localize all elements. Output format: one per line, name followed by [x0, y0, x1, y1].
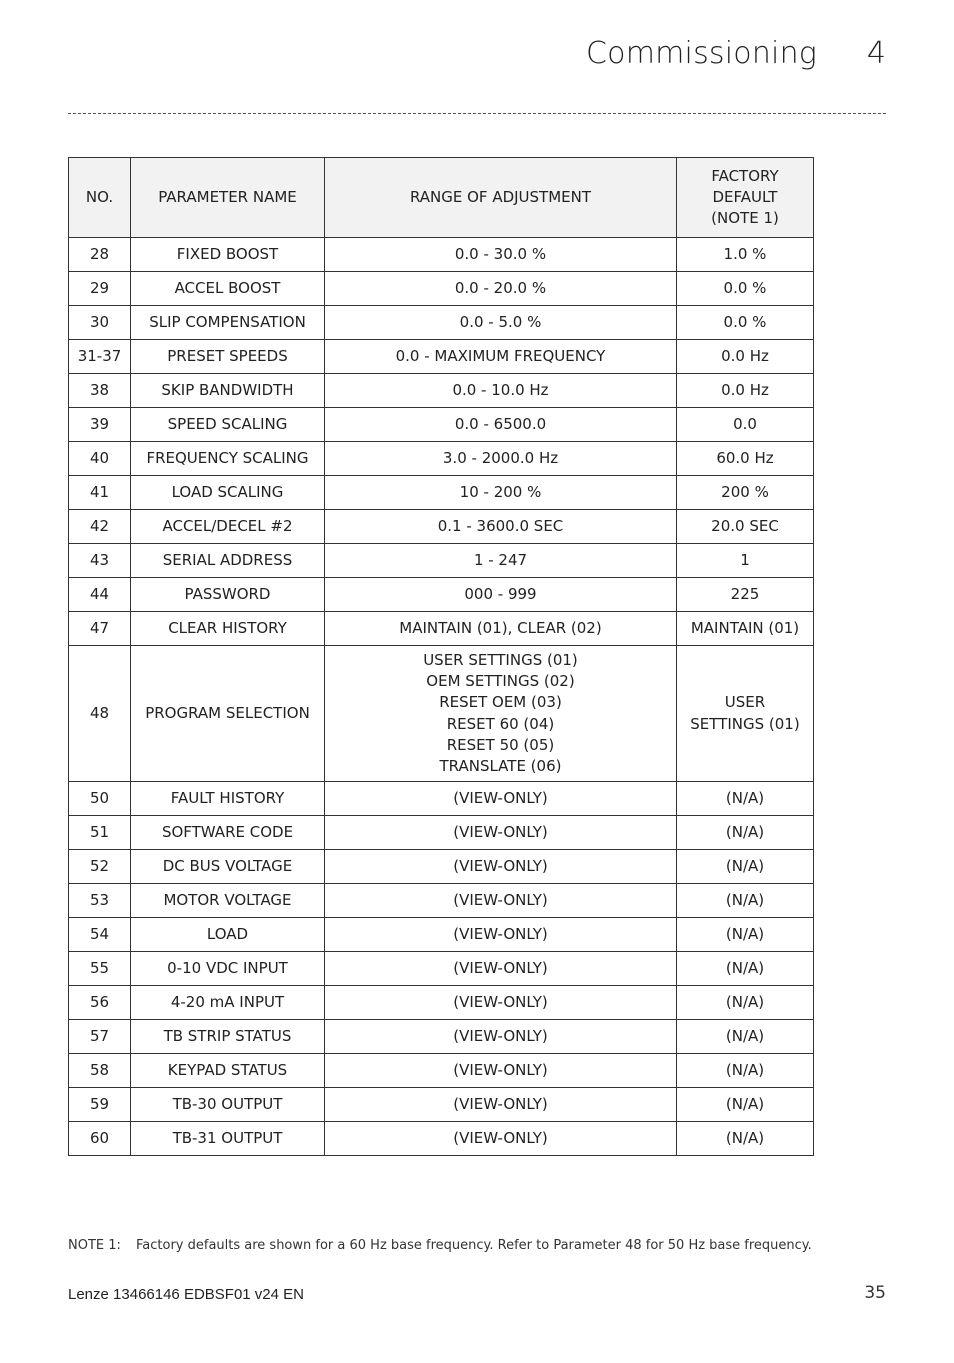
param-number: 58 — [69, 1054, 131, 1088]
range-line: RESET 60 (04) — [446, 714, 555, 733]
param-number: 54 — [69, 918, 131, 952]
param-range — [325, 340, 677, 374]
param-name: TB-31 OUTPUT — [131, 1122, 325, 1156]
param-range — [325, 510, 677, 544]
default-line: 1 — [740, 550, 750, 569]
default-line: 225 — [730, 584, 760, 603]
param-number: 50 — [69, 782, 131, 816]
param-default — [677, 1122, 814, 1156]
param-number: 56 — [69, 986, 131, 1020]
range-line: (VIEW-ONLY) — [453, 788, 548, 807]
param-range — [325, 1122, 677, 1156]
document-id: Lenze 13466146 EDBSF01 v24 EN — [68, 1286, 304, 1303]
column-header-factory-default — [677, 158, 814, 238]
footnote — [68, 1238, 812, 1253]
param-range — [325, 782, 677, 816]
param-number: 51 — [69, 816, 131, 850]
param-number: 47 — [69, 612, 131, 646]
param-name: FIXED BOOST — [131, 238, 325, 272]
footnote-label: NOTE 1: — [68, 1238, 121, 1253]
default-line: (N/A) — [725, 1026, 765, 1045]
param-range — [325, 442, 677, 476]
table-row — [69, 442, 814, 476]
param-name: MOTOR VOLTAGE — [131, 884, 325, 918]
default-line: 0.0 % — [723, 312, 767, 331]
default-line: (N/A) — [725, 856, 765, 875]
param-number: 59 — [69, 1088, 131, 1122]
footnote-text: Factory defaults are shown for a 60 Hz base frequency. Refer to Parameter 48 for 50 Hz base frequency. — [136, 1238, 812, 1253]
table-row — [69, 408, 814, 442]
range-line: (VIEW-ONLY) — [453, 992, 548, 1011]
param-default — [677, 1088, 814, 1122]
param-default — [677, 1054, 814, 1088]
default-line: 0.0 Hz — [721, 346, 769, 365]
param-range — [325, 1054, 677, 1088]
default-line: 20.0 SEC — [711, 516, 779, 535]
table-row — [69, 476, 814, 510]
default-line: 200 % — [721, 482, 769, 501]
param-name: 0-10 VDC INPUT — [131, 952, 325, 986]
param-name: FAULT HISTORY — [131, 782, 325, 816]
param-range — [325, 1020, 677, 1054]
page-title: Commissioning — [586, 36, 817, 71]
param-number: 52 — [69, 850, 131, 884]
param-range — [325, 986, 677, 1020]
table-row — [69, 510, 814, 544]
range-line: RESET 50 (05) — [446, 735, 555, 754]
param-name: DC BUS VOLTAGE — [131, 850, 325, 884]
param-default — [677, 646, 814, 782]
table-row — [69, 1122, 814, 1156]
range-line: 0.0 - 30.0 % — [454, 244, 547, 263]
table-row — [69, 816, 814, 850]
range-line: USER SETTINGS (01) — [423, 650, 578, 669]
table-row — [69, 782, 814, 816]
param-range — [325, 612, 677, 646]
param-range — [325, 238, 677, 272]
column-header-range: RANGE OF ADJUSTMENT — [325, 158, 677, 238]
range-line: 0.0 - MAXIMUM FREQUENCY — [395, 346, 606, 365]
param-range — [325, 952, 677, 986]
param-range — [325, 884, 677, 918]
param-range — [325, 816, 677, 850]
range-line: (VIEW-ONLY) — [453, 890, 548, 909]
table-body — [69, 238, 814, 1156]
default-line: 0.0 % — [723, 278, 767, 297]
param-number: 42 — [69, 510, 131, 544]
param-name: PRESET SPEEDS — [131, 340, 325, 374]
default-line: USER — [724, 693, 766, 712]
default-line: MAINTAIN (01) — [690, 618, 800, 637]
param-default — [677, 374, 814, 408]
column-header-parameter-name: PARAMETER NAME — [131, 158, 325, 238]
range-line: 0.0 - 5.0 % — [459, 312, 542, 331]
param-name: SLIP COMPENSATION — [131, 306, 325, 340]
default-line: (N/A) — [725, 1060, 765, 1079]
param-range — [325, 918, 677, 952]
param-name: PROGRAM SELECTION — [131, 646, 325, 782]
param-default — [677, 476, 814, 510]
param-name: TB STRIP STATUS — [131, 1020, 325, 1054]
table-row — [69, 918, 814, 952]
param-range — [325, 850, 677, 884]
param-range — [325, 306, 677, 340]
default-line: 0.0 — [733, 414, 757, 433]
param-number: 44 — [69, 578, 131, 612]
default-line: 0.0 Hz — [721, 380, 769, 399]
table-row — [69, 646, 814, 782]
param-number: 41 — [69, 476, 131, 510]
chapter-number: 4 — [866, 36, 886, 71]
param-name: 4-20 mA INPUT — [131, 986, 325, 1020]
param-default — [677, 578, 814, 612]
param-number: 55 — [69, 952, 131, 986]
default-line: (N/A) — [725, 1128, 765, 1147]
param-default — [677, 782, 814, 816]
default-line: 60.0 Hz — [716, 448, 774, 467]
param-number: 57 — [69, 1020, 131, 1054]
range-line: 10 - 200 % — [459, 482, 542, 501]
param-number: 28 — [69, 238, 131, 272]
range-line: TRANSLATE (06) — [439, 756, 562, 775]
param-name: CLEAR HISTORY — [131, 612, 325, 646]
table-row — [69, 340, 814, 374]
param-default — [677, 238, 814, 272]
table-row — [69, 612, 814, 646]
column-header-no: NO. — [69, 158, 131, 238]
table-row — [69, 1088, 814, 1122]
param-default — [677, 544, 814, 578]
default-line: (N/A) — [725, 788, 765, 807]
table-row — [69, 578, 814, 612]
range-line: (VIEW-ONLY) — [453, 856, 548, 875]
range-line: MAINTAIN (01), CLEAR (02) — [399, 618, 602, 637]
range-line: (VIEW-ONLY) — [453, 822, 548, 841]
default-line: (N/A) — [725, 958, 765, 977]
param-default — [677, 850, 814, 884]
param-name: FREQUENCY SCALING — [131, 442, 325, 476]
param-name: TB-30 OUTPUT — [131, 1088, 325, 1122]
param-number: 53 — [69, 884, 131, 918]
param-range — [325, 544, 677, 578]
param-default — [677, 510, 814, 544]
range-line: 0.0 - 10.0 Hz — [452, 380, 549, 399]
param-range — [325, 408, 677, 442]
header-divider — [68, 113, 886, 114]
param-range — [325, 1088, 677, 1122]
table-row — [69, 306, 814, 340]
param-default — [677, 918, 814, 952]
range-line: OEM SETTINGS (02) — [426, 672, 575, 691]
range-line: (VIEW-ONLY) — [453, 1060, 548, 1079]
param-default — [677, 408, 814, 442]
default-line: SETTINGS (01) — [690, 714, 800, 733]
range-line: (VIEW-ONLY) — [453, 1128, 548, 1147]
range-line: 0.0 - 6500.0 — [454, 414, 547, 433]
param-name: KEYPAD STATUS — [131, 1054, 325, 1088]
parameter-table — [68, 157, 814, 1156]
table-row — [69, 544, 814, 578]
param-number: 60 — [69, 1122, 131, 1156]
param-default — [677, 1020, 814, 1054]
table-header-row — [69, 158, 814, 238]
param-number: 38 — [69, 374, 131, 408]
param-name: PASSWORD — [131, 578, 325, 612]
param-range — [325, 578, 677, 612]
table-row — [69, 952, 814, 986]
range-line: 3.0 - 2000.0 Hz — [442, 448, 559, 467]
param-default — [677, 340, 814, 374]
range-line: (VIEW-ONLY) — [453, 1026, 548, 1045]
range-line: RESET OEM (03) — [439, 693, 562, 712]
param-default — [677, 272, 814, 306]
param-default — [677, 442, 814, 476]
param-number: 31-37 — [69, 340, 131, 374]
default-line: (N/A) — [725, 890, 765, 909]
page-number: 35 — [864, 1283, 886, 1303]
param-default — [677, 884, 814, 918]
column-header-line: (NOTE 1) — [711, 209, 779, 228]
table-row — [69, 1054, 814, 1088]
param-name: LOAD SCALING — [131, 476, 325, 510]
range-line: 0.0 - 20.0 % — [454, 278, 547, 297]
param-range — [325, 374, 677, 408]
param-number: 30 — [69, 306, 131, 340]
table-row — [69, 884, 814, 918]
param-name: SKIP BANDWIDTH — [131, 374, 325, 408]
table-row — [69, 986, 814, 1020]
param-name: SOFTWARE CODE — [131, 816, 325, 850]
table-row — [69, 1020, 814, 1054]
param-default — [677, 612, 814, 646]
param-name: ACCEL BOOST — [131, 272, 325, 306]
param-default — [677, 816, 814, 850]
column-header-line: DEFAULT — [712, 187, 778, 206]
param-range — [325, 646, 677, 782]
param-number: 39 — [69, 408, 131, 442]
param-number: 29 — [69, 272, 131, 306]
table-row — [69, 238, 814, 272]
param-name: LOAD — [131, 918, 325, 952]
param-number: 48 — [69, 646, 131, 782]
param-name: SERIAL ADDRESS — [131, 544, 325, 578]
column-header-line: FACTORY — [711, 166, 779, 185]
param-number: 43 — [69, 544, 131, 578]
param-default — [677, 986, 814, 1020]
range-line: (VIEW-ONLY) — [453, 924, 548, 943]
table-row — [69, 850, 814, 884]
param-range — [325, 272, 677, 306]
range-line: (VIEW-ONLY) — [453, 1094, 548, 1113]
default-line: (N/A) — [725, 924, 765, 943]
range-line: (VIEW-ONLY) — [453, 958, 548, 977]
param-default — [677, 952, 814, 986]
param-name: ACCEL/DECEL #2 — [131, 510, 325, 544]
param-name: SPEED SCALING — [131, 408, 325, 442]
default-line: (N/A) — [725, 992, 765, 1011]
param-range — [325, 476, 677, 510]
range-line: 000 - 999 — [464, 584, 537, 603]
table-row — [69, 374, 814, 408]
range-line: 1 - 247 — [473, 550, 528, 569]
range-line: 0.1 - 3600.0 SEC — [437, 516, 564, 535]
default-line: 1.0 % — [723, 244, 767, 263]
param-default — [677, 306, 814, 340]
default-line: (N/A) — [725, 1094, 765, 1113]
table-header — [69, 158, 814, 238]
table-row — [69, 272, 814, 306]
param-number: 40 — [69, 442, 131, 476]
default-line: (N/A) — [725, 822, 765, 841]
